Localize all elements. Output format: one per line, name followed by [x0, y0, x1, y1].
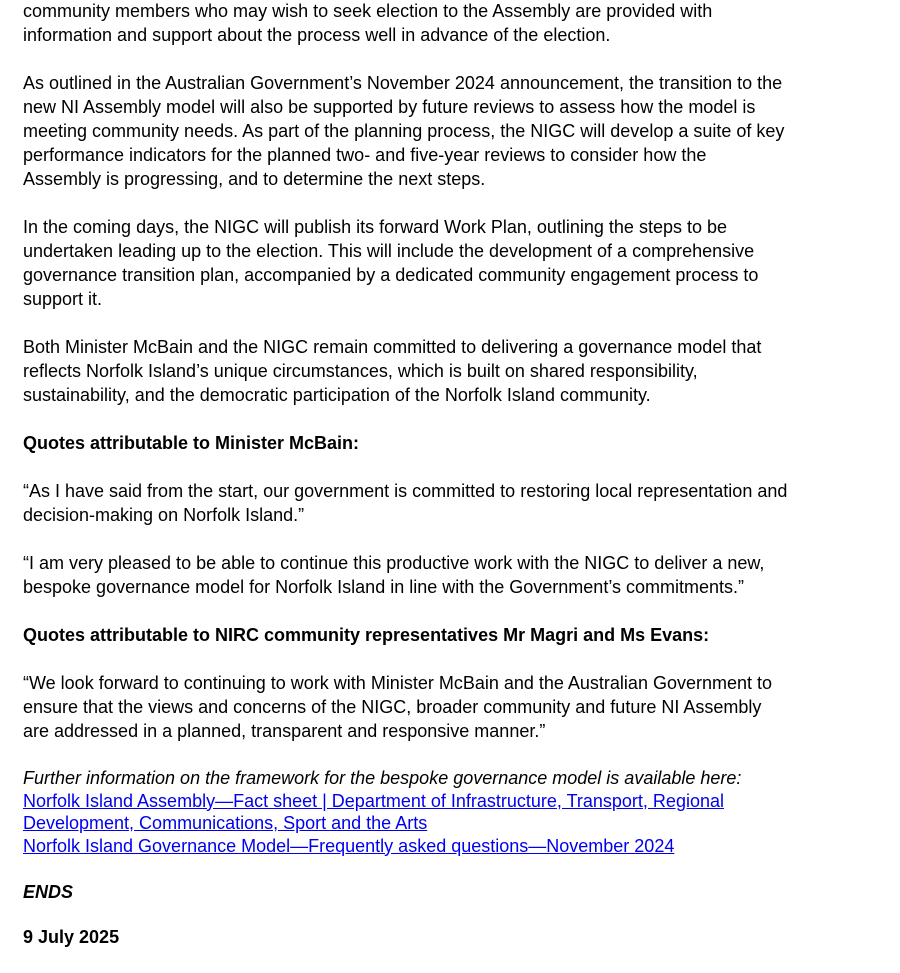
text-line: meeting community needs. As part of the planning process, the NIGC will develop a suite of key — [23, 121, 785, 141]
text-line: are addressed in a planned, transparent and responsive manner.” — [23, 721, 546, 741]
text-line: reflects Norfolk Island’s unique circumstances, which is built on shared responsibility, — [23, 361, 698, 381]
text-line: “As I have said from the start, our government is committed to restoring local representation and — [23, 481, 788, 501]
press-release-page — [23, 0, 883, 973]
further-information-block — [23, 767, 883, 857]
paragraph-commitment — [23, 335, 883, 407]
text-line: information and support about the process well in advance of the election. — [23, 25, 611, 45]
quote-minister-2 — [23, 551, 883, 599]
quote-minister-1 — [23, 479, 883, 527]
link-fact-sheet[interactable] — [23, 790, 883, 835]
paragraph-intro-tail — [23, 0, 883, 47]
text-line: performance indicators for the planned two- and five-year reviews to consider how the — [23, 145, 707, 165]
text-line: governance transition plan, accompanied by a dedicated community engagement process to — [23, 265, 759, 285]
link-line[interactable]: Norfolk Island Assembly—Fact sheet | Department of Infrastructure, Transport, Regional — [23, 790, 724, 811]
heading-nirc-quotes: Quotes attributable to NIRC community representatives Mr Magri and Ms Evans: — [23, 625, 710, 645]
text-line: ensure that the views and concerns of the NIGC, broader community and future NI Assembly — [23, 697, 762, 717]
paragraph-work-plan — [23, 215, 883, 311]
link-faq[interactable]: Norfolk Island Governance Model—Frequently asked questions—November 2024 — [23, 835, 675, 856]
text-line: undertaken leading up to the election. This will include the development of a comprehensive — [23, 241, 755, 261]
release-date: 9 July 2025 — [23, 927, 120, 947]
text-line: Assembly is progressing, and to determine the next steps. — [23, 169, 486, 189]
text-line: support it. — [23, 289, 103, 309]
text-line: decision-making on Norfolk Island.” — [23, 505, 305, 525]
text-line: “I am very pleased to be able to continue this productive work with the NIGC to deliver a new, — [23, 553, 765, 573]
further-info-text: Further information on the framework for the bespoke governance model is available here: — [23, 768, 742, 788]
heading-minister-quotes: Quotes attributable to Minister McBain: — [23, 433, 360, 453]
text-line: “We look forward to continuing to work with Minister McBain and the Australian Government to — [23, 673, 773, 693]
text-line: sustainability, and the democratic participation of the Norfolk Island community. — [23, 385, 651, 405]
quote-nirc — [23, 671, 883, 743]
link-line[interactable]: Development, Communications, Sport and the Arts — [23, 813, 428, 833]
text-line: new NI Assembly model will also be supported by future reviews to assess how the model is — [23, 97, 756, 117]
text-line: community members who may wish to seek election to the Assembly are provided with — [23, 1, 713, 21]
text-line: bespoke governance model for Norfolk Island in line with the Government’s commitments.” — [23, 577, 745, 597]
ends-marker: ENDS — [23, 882, 74, 902]
paragraph-reviews — [23, 71, 883, 191]
text-line: In the coming days, the NIGC will publish its forward Work Plan, outlining the steps to be — [23, 217, 728, 237]
text-line: Both Minister McBain and the NIGC remain committed to delivering a governance model that — [23, 337, 762, 357]
text-line: As outlined in the Australian Government’s November 2024 announcement, the transition to the — [23, 73, 783, 93]
